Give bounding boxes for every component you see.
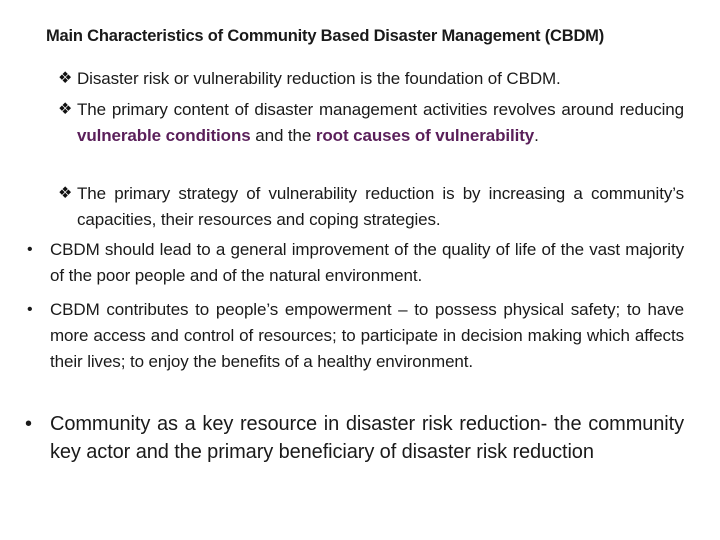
round-bullet-icon: •	[25, 413, 32, 435]
diamond-bullet-icon: ❖	[58, 70, 73, 87]
highlight-vulnerable-conditions: vulnerable conditions	[77, 126, 251, 145]
bullet-2	[58, 97, 684, 149]
bullet-2-text-a: The primary content of disaster management activities revolves around reducing	[77, 100, 684, 119]
bullet-2-text-b: and the	[250, 126, 316, 145]
diamond-bullet-icon: ❖	[58, 101, 73, 118]
bullet-4	[27, 237, 684, 289]
bullet-6-text: Community as a key resource in disaster risk reduction- the community key actor and the primary beneficiary of disaster risk reduction	[50, 413, 684, 463]
round-bullet-icon: •	[27, 241, 33, 258]
bullet-3-text: The primary strategy of vulnerability reduction is by increasing a community’s capacities, their resources and coping strategies.	[77, 184, 684, 229]
bullet-5	[27, 297, 684, 375]
bullet-1-text: Disaster risk or vulnerability reduction is the foundation of CBDM.	[77, 69, 561, 88]
slide-title: Main Characteristics of Community Based Disaster Management (CBDM)	[46, 27, 605, 45]
bullet-4-text: CBDM should lead to a general improvement of the quality of life of the vast majority of the poor people and of the natural environment.	[50, 240, 684, 285]
bullet-2-text-c: .	[534, 126, 539, 145]
diamond-bullet-icon: ❖	[58, 185, 73, 202]
bullet-3	[58, 181, 684, 233]
round-bullet-icon: •	[27, 301, 33, 318]
highlight-root-causes: root causes of vulnerability	[315, 126, 535, 145]
bullet-6	[25, 410, 684, 466]
bullet-5-text: CBDM contributes to people’s empowerment – to possess physical safety; to have more access and control of resources; to participate in decision making which affects their lives; to enjoy the benefits of a healthy environment.	[50, 300, 684, 371]
bullet-1	[58, 66, 684, 92]
